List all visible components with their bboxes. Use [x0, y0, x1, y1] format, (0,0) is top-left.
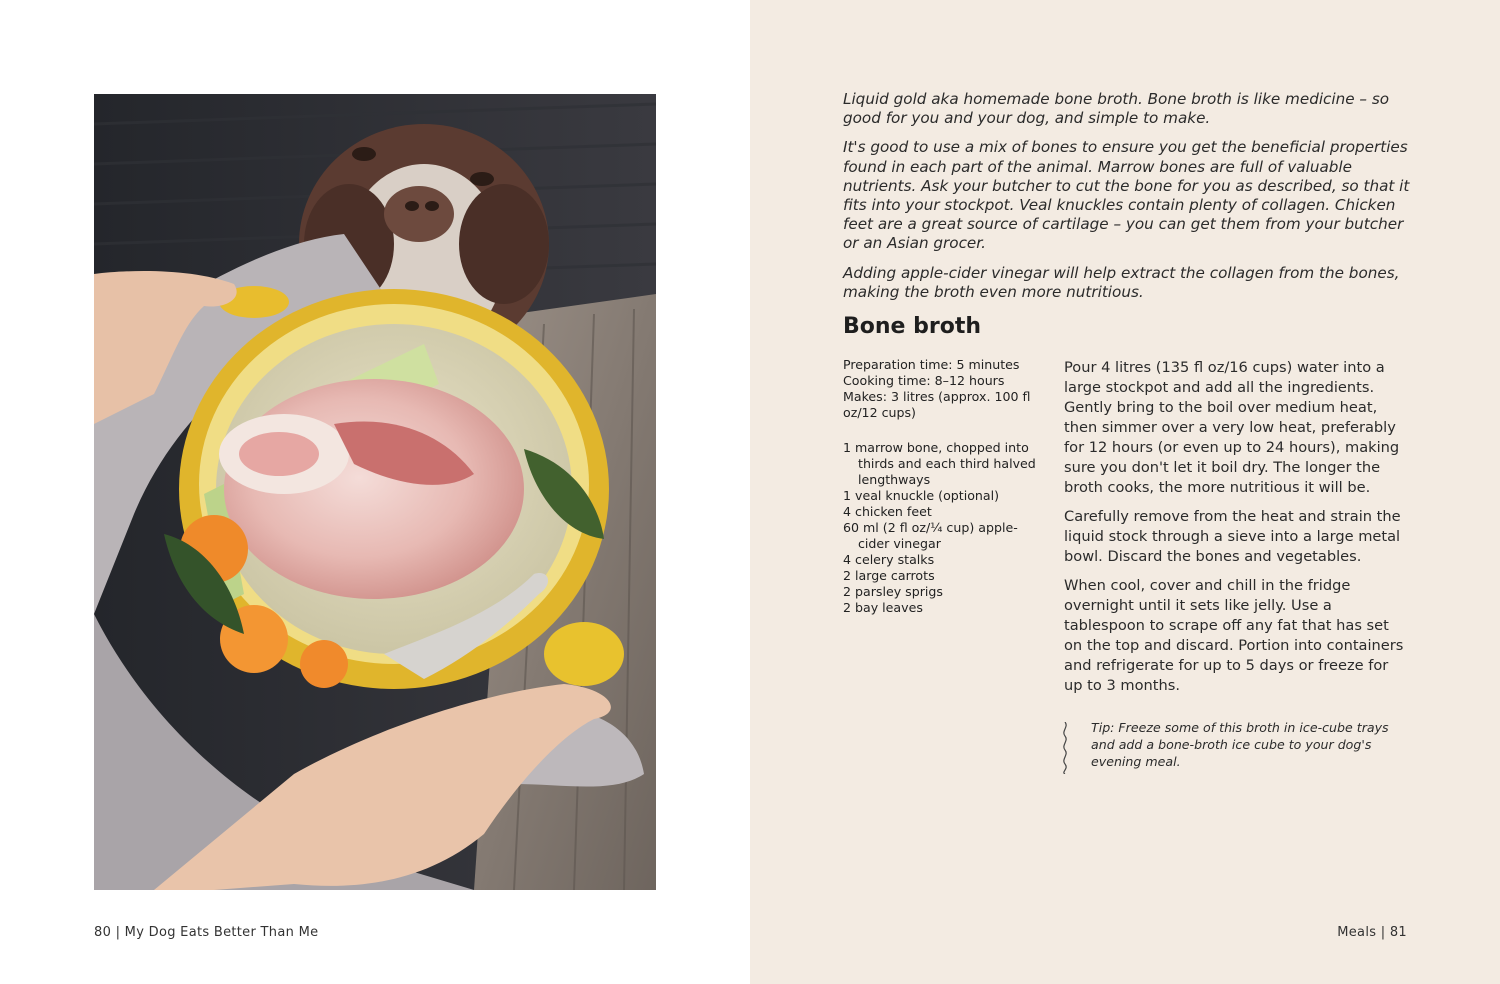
squiggle-icon: [1060, 722, 1070, 774]
method-step: Carefully remove from the heat and strain the liquid stock through a sieve into a large metal bowl. Discard the bones and vegetables.: [1064, 508, 1401, 565]
folio-left: 80 | My Dog Eats Better Than Me: [94, 925, 319, 940]
ingredient-item: 1 marrow bone, chopped into thirds and each third halved lengthways: [843, 440, 1036, 487]
ingredient-item: 60 ml (2 fl oz/¼ cup) apple-cider vinegar: [843, 520, 1018, 551]
method-step: When cool, cover and chill in the fridge overnight until it sets like jelly. Use a tablespoon to scrape off any fat that has set on the top and discard. Portion into containers and refrigerate for up to 5 days or freeze for up to 3 months.: [1064, 577, 1404, 694]
ingredient-item: 4 chicken feet: [843, 504, 932, 519]
ingredients-list: [843, 440, 1043, 616]
folio-right: Meals | 81: [1337, 925, 1407, 940]
yield: Makes: 3 litres (approx. 100 fl oz/12 cups): [843, 389, 1031, 420]
recipe-meta: [843, 357, 1043, 421]
recipe-title: Bone broth: [843, 314, 982, 339]
ingredient-item: 2 large carrots: [843, 568, 935, 583]
ingredient-item: 1 veal knuckle (optional): [843, 488, 1000, 503]
recipe-photo: [94, 94, 656, 890]
method-step: Pour 4 litres (135 fl oz/16 cups) water into a large stockpot and add all the ingredients. Gently bring to the boil over medium heat, then simmer over a very low heat, preferably for 12 hours (or even up to 24 hours), making sure you don't let it boil dry. The longer the broth cooks, the more nutritious it will be.: [1064, 359, 1400, 496]
tip-box: [1060, 720, 1390, 770]
prep-time: Preparation time: 5 minutes: [843, 357, 1020, 372]
intro-text: [843, 90, 1413, 312]
ingredient-item: 4 celery stalks: [843, 552, 935, 567]
intro-paragraph: Adding apple-cider vinegar will help extract the collagen from the bones, making the broth even more nutritious.: [843, 263, 1400, 301]
tip-text: Tip: Freeze some of this broth in ice-cube trays and add a bone-broth ice cube to your dog's evening meal.: [1091, 720, 1389, 769]
cook-time: Cooking time: 8–12 hours: [843, 373, 1005, 388]
intro-paragraph: Liquid gold aka homemade bone broth. Bone broth is like medicine – so good for you and your dog, and simple to make.: [843, 90, 1390, 128]
intro-paragraph: It's good to use a mix of bones to ensure you get the beneficial properties found in each part of the animal. Marrow bones are full of valuable nutrients. Ask your butcher to cut the bone for you as described, so that it fits into your stockpot. Veal knuckles contain plenty of collagen. Chicken feet are a great source of cartilage – you can get them from your butcher or an Asian grocer.: [843, 138, 1410, 253]
ingredient-item: 2 parsley sprigs: [843, 584, 943, 599]
dog-with-stockpot-illustration: [94, 94, 656, 890]
method-text: [1064, 358, 1409, 705]
ingredient-item: 2 bay leaves: [843, 600, 923, 615]
